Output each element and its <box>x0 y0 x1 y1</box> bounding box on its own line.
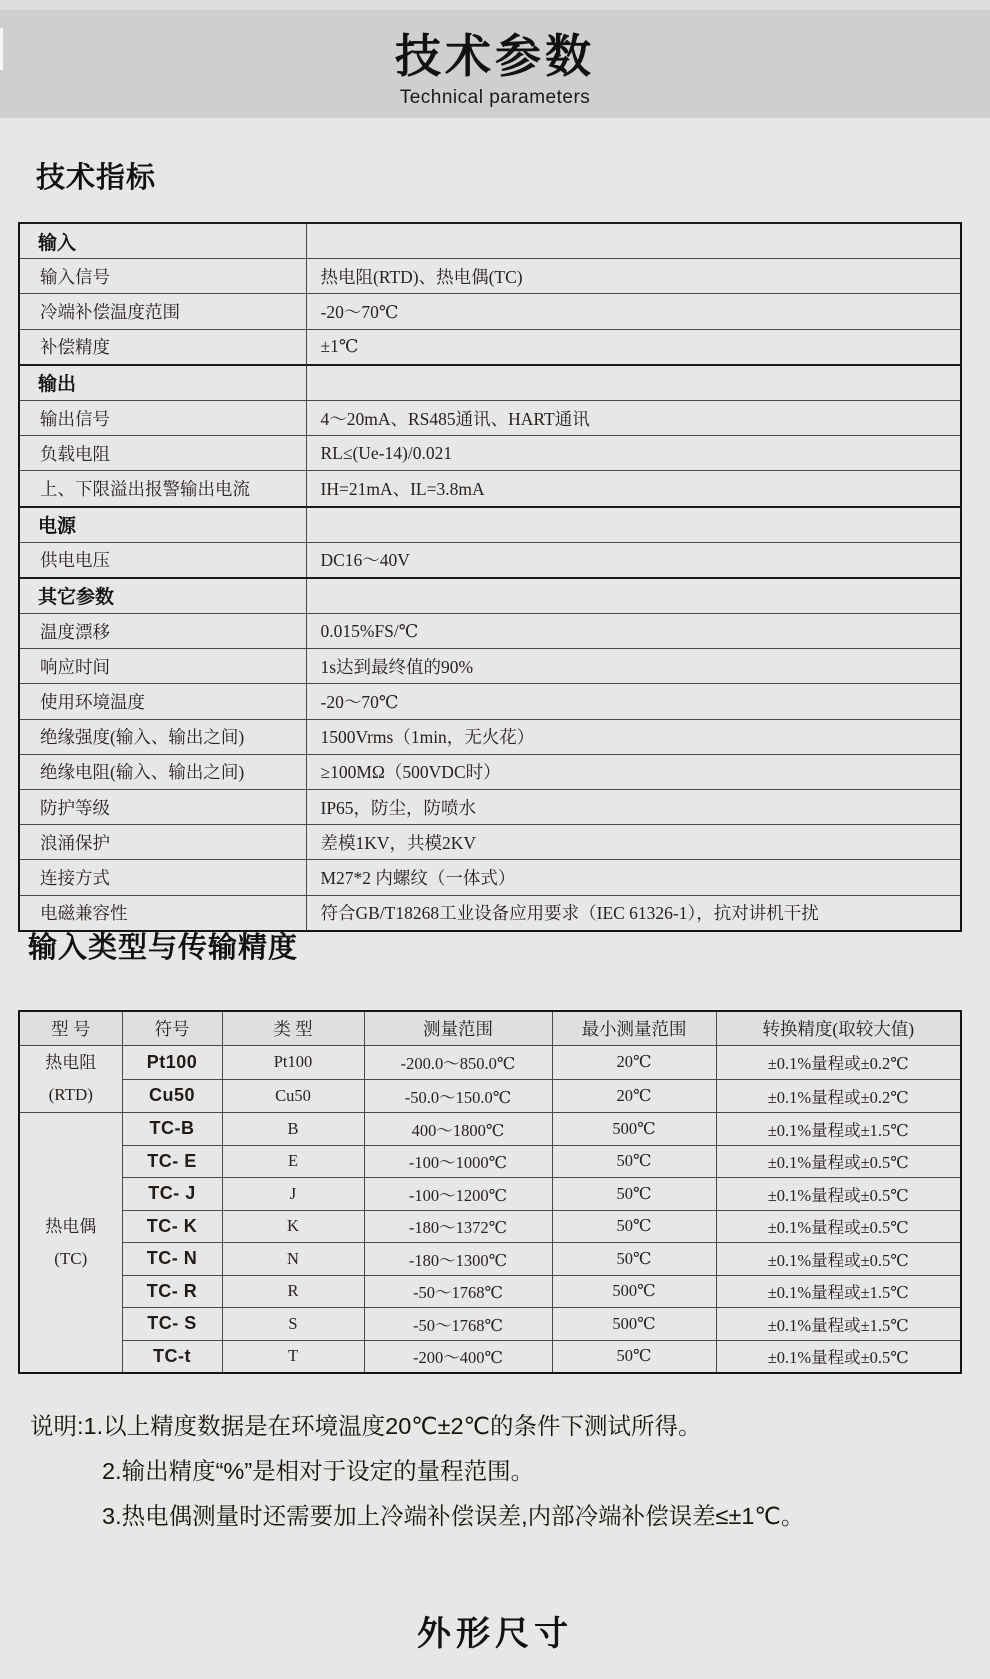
io-table-row <box>19 1308 961 1341</box>
io-table-row <box>19 1243 961 1276</box>
io-symbol-cell: TC- N <box>122 1243 222 1276</box>
io-symbol-cell: TC-t <box>122 1340 222 1373</box>
spec-param-value: 0.015%FS/℃ <box>306 614 961 649</box>
spec-row <box>19 259 961 294</box>
io-table-row <box>19 1340 961 1373</box>
io-col-header: 转换精度(取较大值) <box>716 1011 961 1046</box>
io-range-cell: -100～1000℃ <box>364 1145 552 1178</box>
spec-param-value: IH=21mA、IL=3.8mA <box>306 471 961 507</box>
spec-param-label: 负载电阻 <box>19 436 306 471</box>
spec-row <box>19 860 961 895</box>
spec-section-label: 其它参数 <box>19 578 306 614</box>
io-min-range-cell: 50℃ <box>552 1243 716 1276</box>
spec-param-label: 温度漂移 <box>19 614 306 649</box>
io-type-cell: R <box>222 1275 364 1308</box>
io-model-sub: (RTD) <box>48 1085 93 1104</box>
spec-section-row <box>19 507 961 543</box>
io-type-cell: K <box>222 1210 364 1243</box>
spec-section-empty-cell <box>306 223 961 259</box>
spec-row <box>19 471 961 507</box>
spec-param-label: 使用环境温度 <box>19 684 306 719</box>
spec-param-value: 1500Vrms（1min，无火花） <box>306 719 961 754</box>
spec-row <box>19 719 961 754</box>
note-line: 3.热电偶测量时还需要加上冷端补偿误差,内部冷端补偿误差≤±1℃。 <box>102 1503 805 1529</box>
io-accuracy-table <box>18 1010 962 1374</box>
io-table-row <box>19 1210 961 1243</box>
io-accuracy-cell: ±0.1%量程或±0.5℃ <box>716 1178 961 1211</box>
io-col-header: 类 型 <box>222 1011 364 1046</box>
spec-param-label: 上、下限溢出报警输出电流 <box>19 471 306 507</box>
io-table-row <box>19 1113 961 1146</box>
spec-param-value: 符合GB/T18268工业设备应用要求（IEC 61326-1），抗对讲机干扰 <box>306 895 961 931</box>
io-range-cell: -200.0～850.0℃ <box>364 1046 552 1080</box>
spec-row <box>19 825 961 860</box>
io-type-cell: J <box>222 1178 364 1211</box>
io-symbol-cell: TC- K <box>122 1210 222 1243</box>
io-type-cell: N <box>222 1243 364 1276</box>
note-line: 说明:1.以上精度数据是在环境温度20℃±2℃的条件下测试所得。 <box>30 1413 702 1439</box>
io-symbol-cell: TC-B <box>122 1113 222 1146</box>
io-min-range-cell: 50℃ <box>552 1340 716 1373</box>
io-table-header-row <box>19 1011 961 1046</box>
io-min-range-cell: 20℃ <box>552 1046 716 1080</box>
spec-row <box>19 790 961 825</box>
spec-section-label: 输入 <box>19 223 306 259</box>
io-range-cell: -50～1768℃ <box>364 1308 552 1341</box>
io-model-cell <box>19 1046 122 1113</box>
spec-param-value: -20～70℃ <box>306 684 961 719</box>
spec-param-label: 连接方式 <box>19 860 306 895</box>
spec-section-row <box>19 578 961 614</box>
io-accuracy-cell: ±0.1%量程或±0.2℃ <box>716 1079 961 1113</box>
io-range-cell: -100～1200℃ <box>364 1178 552 1211</box>
spec-row <box>19 294 961 329</box>
io-range-cell: -50～1768℃ <box>364 1275 552 1308</box>
spec-param-value: DC16～40V <box>306 542 961 578</box>
io-type-cell: B <box>222 1113 364 1146</box>
io-min-range-cell: 50℃ <box>552 1178 716 1211</box>
spec-row <box>19 684 961 719</box>
section-title-specs: 技术指标 <box>36 162 157 194</box>
io-accuracy-cell: ±0.1%量程或±1.5℃ <box>716 1113 961 1146</box>
io-table-row <box>19 1275 961 1308</box>
io-range-cell: -180～1372℃ <box>364 1210 552 1243</box>
spec-row <box>19 649 961 684</box>
page-banner <box>0 10 990 118</box>
spec-param-value: ±1℃ <box>306 329 961 365</box>
spec-param-label: 浪涌保护 <box>19 825 306 860</box>
io-symbol-cell: TC- S <box>122 1308 222 1341</box>
spec-param-label: 输入信号 <box>19 259 306 294</box>
spec-param-value: 热电阻(RTD)、热电偶(TC) <box>306 259 961 294</box>
spec-param-label: 响应时间 <box>19 649 306 684</box>
notes-block <box>30 1404 970 1539</box>
io-min-range-cell: 500℃ <box>552 1113 716 1146</box>
io-col-header: 测量范围 <box>364 1011 552 1046</box>
specs-table <box>18 222 962 932</box>
spec-param-label: 防护等级 <box>19 790 306 825</box>
spec-section-row <box>19 223 961 259</box>
spec-row <box>19 400 961 435</box>
io-min-range-cell: 50℃ <box>552 1210 716 1243</box>
io-min-range-cell: 20℃ <box>552 1079 716 1113</box>
io-col-header: 最小测量范围 <box>552 1011 716 1046</box>
spec-row <box>19 754 961 789</box>
io-symbol-cell: Cu50 <box>122 1079 222 1113</box>
spec-param-label: 冷端补偿温度范围 <box>19 294 306 329</box>
io-range-cell: -50.0～150.0℃ <box>364 1079 552 1113</box>
io-symbol-cell: TC- J <box>122 1178 222 1211</box>
io-min-range-cell: 500℃ <box>552 1275 716 1308</box>
spec-param-label: 绝缘强度(输入、输出之间) <box>19 719 306 754</box>
io-accuracy-cell: ±0.1%量程或±0.5℃ <box>716 1145 961 1178</box>
io-model-sub: (TC) <box>54 1248 88 1268</box>
io-model-name: 热电偶 <box>45 1216 97 1236</box>
banner-left-notch <box>0 28 3 70</box>
spec-param-value: RL≤(Ue-14)/0.021 <box>306 436 961 471</box>
io-table-row <box>19 1079 961 1113</box>
io-accuracy-cell: ±0.1%量程或±1.5℃ <box>716 1308 961 1341</box>
io-symbol-cell: TC- R <box>122 1275 222 1308</box>
io-min-range-cell: 50℃ <box>552 1145 716 1178</box>
io-type-cell: S <box>222 1308 364 1341</box>
section-title-dimensions: 外形尺寸 <box>417 1615 573 1653</box>
spec-param-value: 1s达到最终值的90% <box>306 649 961 684</box>
io-accuracy-cell: ±0.1%量程或±1.5℃ <box>716 1275 961 1308</box>
spec-row <box>19 329 961 365</box>
io-type-cell: E <box>222 1145 364 1178</box>
io-range-cell: -200～400℃ <box>364 1340 552 1373</box>
spec-param-label: 电磁兼容性 <box>19 895 306 931</box>
io-model-cell <box>19 1113 122 1374</box>
io-model-name: 热电阻 <box>45 1053 97 1072</box>
io-type-cell: Cu50 <box>222 1079 364 1113</box>
io-table-row <box>19 1178 961 1211</box>
io-accuracy-cell: ±0.1%量程或±0.5℃ <box>716 1243 961 1276</box>
io-accuracy-cell: ±0.1%量程或±0.5℃ <box>716 1340 961 1373</box>
io-type-cell: T <box>222 1340 364 1373</box>
io-symbol-cell: TC- E <box>122 1145 222 1178</box>
io-range-cell: 400～1800℃ <box>364 1113 552 1146</box>
spec-section-empty-cell <box>306 365 961 401</box>
spec-section-label: 电源 <box>19 507 306 543</box>
spec-row <box>19 436 961 471</box>
page-title: 技术参数 <box>395 30 595 82</box>
top-strip <box>0 0 990 10</box>
spec-param-label: 输出信号 <box>19 400 306 435</box>
io-type-cell: Pt100 <box>222 1046 364 1080</box>
io-col-header: 型 号 <box>19 1011 122 1046</box>
spec-param-label: 补偿精度 <box>19 329 306 365</box>
io-symbol-cell: Pt100 <box>122 1046 222 1080</box>
io-accuracy-cell: ±0.1%量程或±0.5℃ <box>716 1210 961 1243</box>
spec-row <box>19 542 961 578</box>
spec-param-value: M27*2 内螺纹（一体式） <box>306 860 961 895</box>
spec-section-row <box>19 365 961 401</box>
io-col-header: 符号 <box>122 1011 222 1046</box>
spec-param-value: ≥100MΩ（500VDC时） <box>306 754 961 789</box>
spec-section-label: 输出 <box>19 365 306 401</box>
spec-section-empty-cell <box>306 507 961 543</box>
spec-param-value: 差模1KV，共模2KV <box>306 825 961 860</box>
io-min-range-cell: 500℃ <box>552 1308 716 1341</box>
spec-param-label: 供电电压 <box>19 542 306 578</box>
spec-param-label: 绝缘电阻(输入、输出之间) <box>19 754 306 789</box>
io-range-cell: -180～1300℃ <box>364 1243 552 1276</box>
spec-param-value: -20～70℃ <box>306 294 961 329</box>
spec-section-empty-cell <box>306 578 961 614</box>
io-table-row <box>19 1145 961 1178</box>
note-line: 2.输出精度“%”是相对于设定的量程范围。 <box>102 1458 535 1484</box>
spec-row <box>19 614 961 649</box>
page-subtitle: Technical parameters <box>399 87 591 108</box>
spec-param-value: IP65，防尘，防喷水 <box>306 790 961 825</box>
io-accuracy-cell: ±0.1%量程或±0.2℃ <box>716 1046 961 1080</box>
spec-param-value: 4～20mA、RS485通讯、HART通讯 <box>306 400 961 435</box>
notes-prefix: 说明: <box>30 1413 84 1439</box>
section-title-io: 输入类型与传输精度 <box>28 932 299 964</box>
io-table-row <box>19 1046 961 1080</box>
